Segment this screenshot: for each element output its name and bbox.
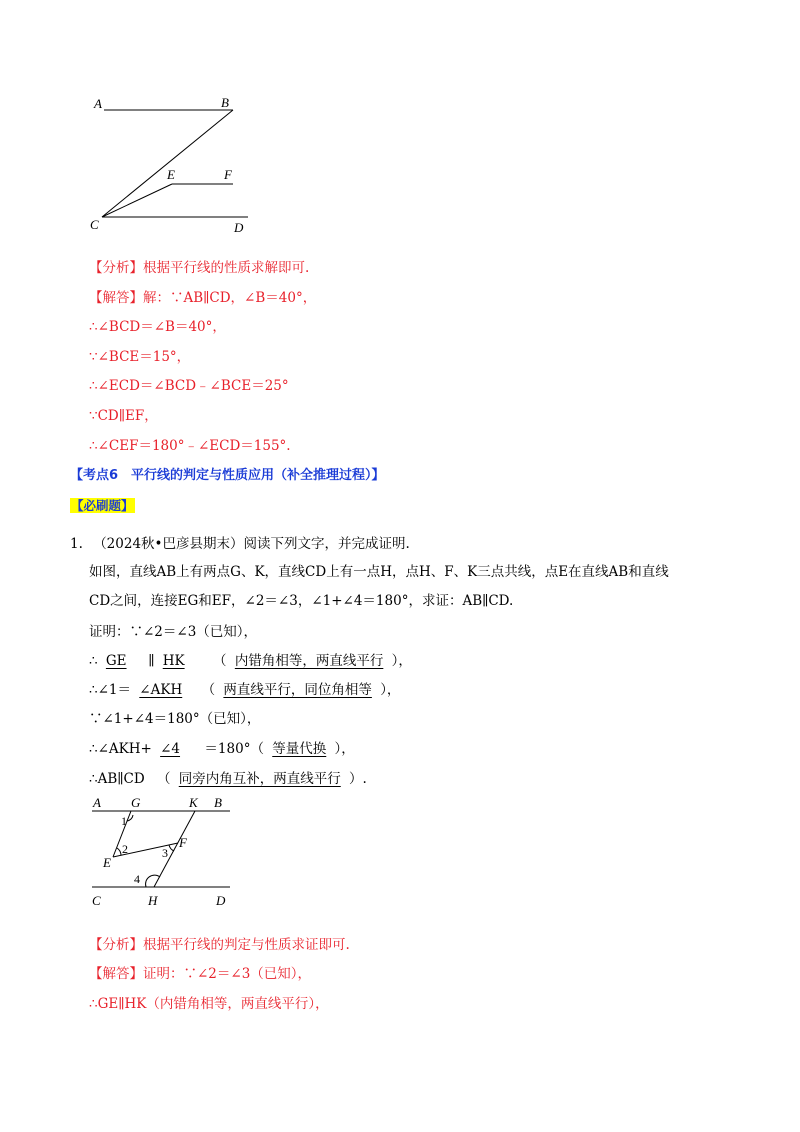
label-e: E	[103, 855, 111, 870]
figure-parallel-lines-2	[88, 795, 238, 910]
solution-1-step: ∴∠ECD＝∠BCD﹣∠BCE＝25°	[89, 378, 289, 394]
label-a: A	[94, 96, 102, 111]
label-g: G	[131, 795, 141, 810]
figure-parallel-lines-1	[88, 90, 263, 240]
proof-text: （	[156, 771, 171, 787]
analysis-2: 【分析】根据平行线的判定与性质求证即可.	[89, 937, 350, 953]
proof-text: （	[213, 653, 227, 669]
proof-text: ∴	[89, 653, 98, 669]
solution-1-step: ∵CD∥EF，	[89, 408, 158, 424]
proof-line-5	[89, 769, 367, 789]
fill-blank: 两直线平行，同位角相等	[223, 682, 372, 698]
proof-text: ）.	[349, 771, 367, 787]
answer-head-1: 【解答】解：∵AB∥CD，∠B＝40°，	[89, 290, 317, 306]
proof-text: （	[201, 682, 216, 698]
label-f: F	[224, 167, 232, 182]
problem-source: （2024秋•巴彦县期末）阅读下列文字，并完成证明.	[93, 536, 410, 552]
proof-text: ），	[380, 682, 401, 698]
label-d: D	[234, 220, 244, 235]
proof-text: ∴∠AKH+	[89, 741, 152, 757]
proof-text: ），	[334, 741, 355, 757]
proof-text: ∥	[148, 653, 155, 669]
solution-1-step: ∴∠CEF＝180°﹣∠ECD＝155°.	[89, 438, 291, 454]
angle-label-2: 2	[122, 842, 128, 856]
fill-blank: ∠AKH	[139, 682, 183, 698]
problem-stem-1: 如图，直线AB上有两点G、K，直线CD上有一点H，点H、F、K三点共线，点E在直线AB和直线	[89, 564, 669, 580]
label-h: H	[148, 893, 158, 908]
section-tag: 【必刷题】	[71, 498, 134, 513]
angle-label-4: 4	[134, 872, 140, 886]
solution-2-step: ∴GE∥HK（内错角相等，两直线平行），	[89, 996, 329, 1012]
proof-text: ∴∠1＝	[89, 682, 131, 698]
answer-head-2: 【解答】证明：∵∠2＝∠3（已知），	[89, 966, 312, 982]
analysis-1: 【分析】根据平行线的性质求解即可.	[89, 260, 310, 276]
figure-1-svg	[88, 90, 263, 240]
fill-blank: GE	[105, 653, 127, 669]
proof-line-4	[89, 739, 355, 759]
fill-blank: 等量代换	[272, 741, 327, 757]
proof-line-1	[89, 651, 412, 671]
proof-text: ∴AB∥CD	[89, 771, 145, 787]
label-f: F	[179, 835, 187, 850]
section-title: 【考点6 平行线的判定与性质应用（补全推理过程）】	[70, 468, 385, 483]
proof-line-3: ∵∠1+∠4＝180°（已知），	[89, 711, 261, 727]
label-k: K	[189, 795, 198, 810]
fill-blank: ∠4	[160, 741, 181, 757]
proof-text: ＝180°（	[204, 741, 264, 757]
problem-1-header	[70, 534, 410, 554]
proof-line-2	[89, 680, 400, 700]
proof-text: ），	[391, 653, 412, 669]
solution-1-step: ∴∠BCD＝∠B＝40°，	[89, 319, 226, 335]
figure-2-svg	[88, 795, 238, 910]
proof-head: 证明：∵∠2＝∠3（已知），	[89, 624, 258, 640]
angle-label-1: 1	[121, 814, 127, 828]
fill-blank: 内错角相等，两直线平行	[234, 653, 384, 669]
fill-blank: HK	[162, 653, 185, 669]
label-d: D	[216, 893, 226, 908]
solution-1-step: ∵∠BCE＝15°，	[89, 349, 191, 365]
label-b: B	[214, 795, 222, 810]
problem-number: 1.	[70, 536, 83, 552]
label-e: E	[167, 167, 175, 182]
label-b: B	[221, 95, 229, 110]
fill-blank: 同旁内角互补，两直线平行	[178, 771, 341, 787]
angle-label-3: 3	[162, 846, 168, 860]
label-a: A	[93, 795, 101, 810]
problem-stem-2: CD之间，连接EG和EF，∠2＝∠3，∠1+∠4＝180°，求证：AB∥CD.	[89, 593, 514, 609]
label-c: C	[92, 893, 101, 908]
label-c: C	[90, 217, 99, 232]
